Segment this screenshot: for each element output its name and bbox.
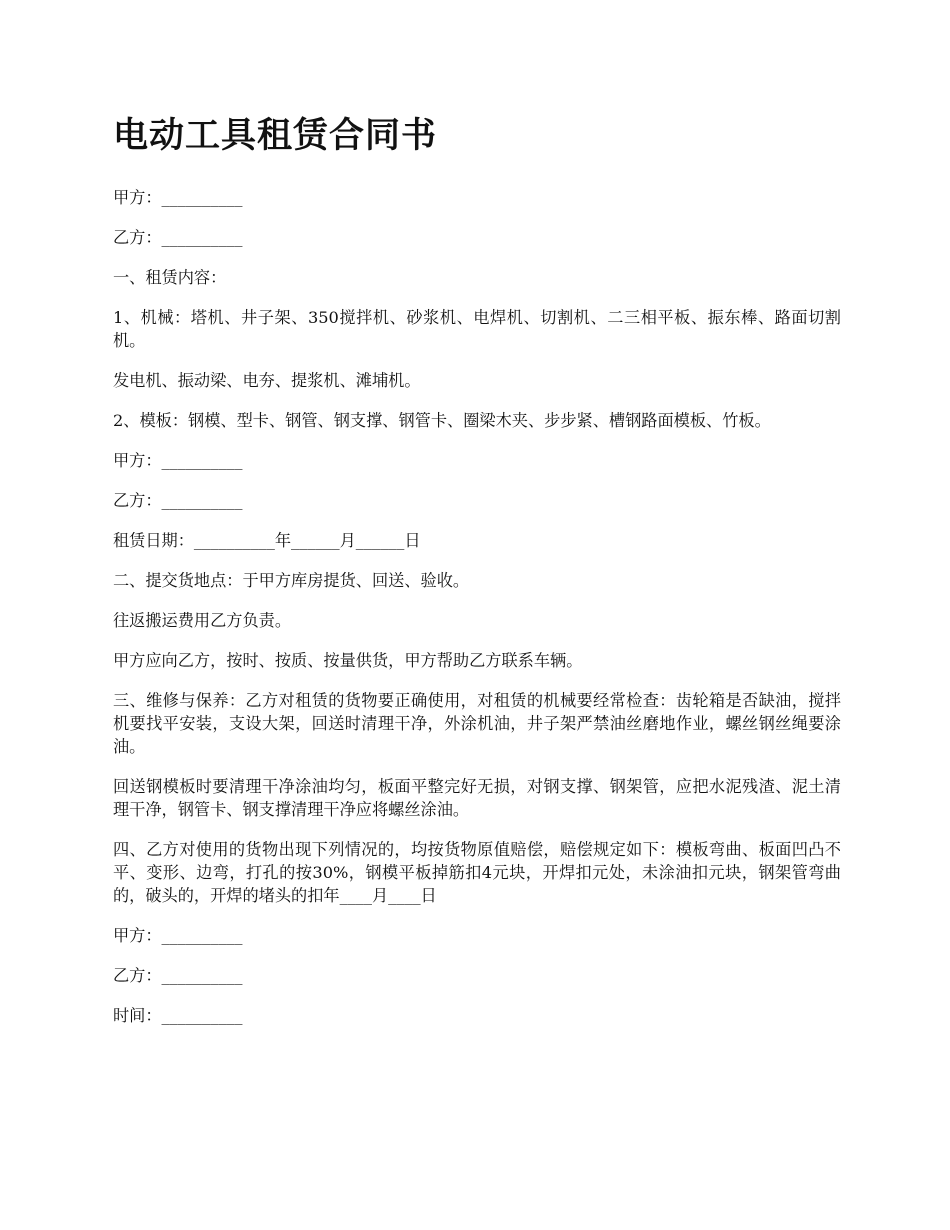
party-a-signature: 甲方：__________	[113, 926, 243, 945]
machinery-list-continued: 发电机、振动梁、电夯、提浆机、滩埔机。	[113, 371, 421, 390]
party-a-line: 甲方：__________	[113, 451, 243, 470]
section-2-delivery: 二、提交货地点：于甲方库房提货、回送、验收。	[113, 571, 470, 590]
machinery-list: 1、机械：塔机、井子架、350搅拌机、砂浆机、电焊机、切割机、二三相平板、振东棒、路面切割机。	[113, 308, 841, 350]
party-b-line: 乙方：__________	[113, 491, 243, 510]
signing-time: 时间：__________	[113, 1006, 243, 1025]
document-page	[113, 112, 841, 1044]
party-b-signature: 乙方：__________	[113, 966, 243, 985]
party-b-line: 乙方：__________	[113, 228, 243, 247]
supply-clause: 甲方应向乙方，按时、按质、按量供货，甲方帮助乙方联系车辆。	[113, 651, 583, 670]
formwork-list: 2、模板：钢模、型卡、钢管、钢支撑、钢管卡、圈梁木夹、步步紧、槽钢路面模板、竹板。	[113, 411, 771, 430]
transport-cost-clause: 往返搬运费用乙方负责。	[113, 611, 292, 630]
document-title: 电动工具租赁合同书	[113, 115, 438, 156]
lease-date-line: 租赁日期：__________年______月______日	[113, 531, 421, 550]
party-a-line: 甲方：__________	[113, 188, 243, 207]
section-1-heading: 一、租赁内容：	[113, 268, 227, 287]
section-3-maintenance: 三、维修与保养：乙方对租赁的货物要正确使用，对租赁的机械要经常检查：齿轮箱是否缺油，搅拌机要找平安装，支设大架，回送时清理干净，外涂机油，井子架严禁油丝磨地作业，螺丝钢丝绳要涂油。	[113, 691, 841, 756]
formwork-return-clause: 回送钢模板时要清理干净涂油均匀，板面平整完好无损，对钢支撑、钢架管，应把水泥残渣、泥土清理干净，钢管卡、钢支撑清理干净应将螺丝涂油。	[113, 777, 841, 819]
section-4-compensation: 四、乙方对使用的货物出现下列情况的，均按货物原值赔偿，赔偿规定如下：模板弯曲、板面凹凸不平、变形、边弯，打孔的按30%，钢模平板掉筋扣4元块，开焊扣元处，未涂油扣元块，钢架管弯曲的，破头的，开焊的堵头的扣年____月____日	[113, 840, 841, 905]
